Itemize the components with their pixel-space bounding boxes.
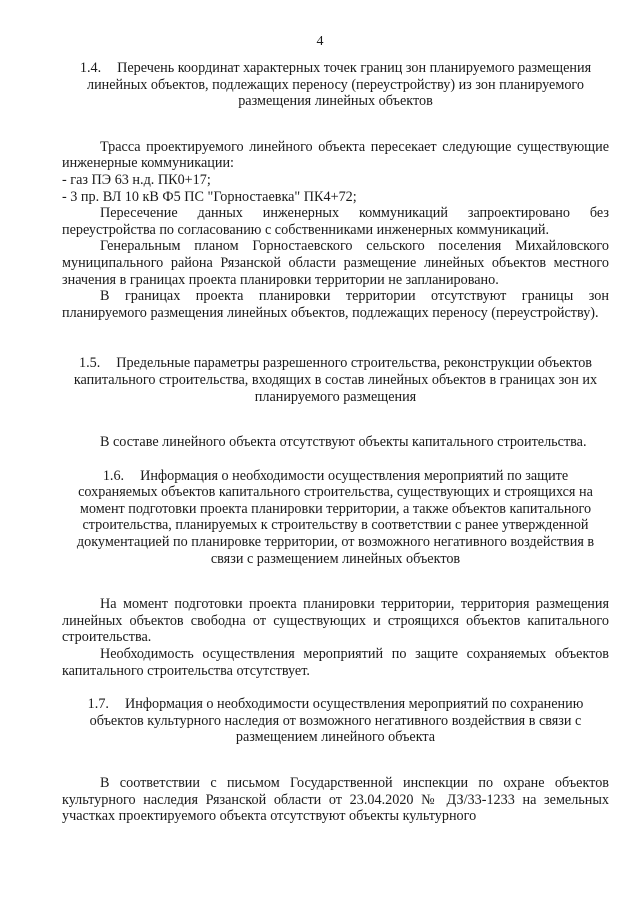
paragraph: На момент подготовки проекта планировки территории, территория размещения линейных объектов свободна от существующих и строящихся объектов капитального строительства. <box>62 596 609 646</box>
section-heading <box>62 696 609 746</box>
section-heading <box>62 60 609 110</box>
paragraph: В составе линейного объекта отсутствуют объекты капитального строительства. <box>100 434 587 451</box>
section-heading <box>62 468 609 568</box>
paragraph: Трасса проектируемого линейного объекта пересекает следующие существующие инженерные коммуникации: <box>62 138 609 172</box>
section-number: 1.5. <box>79 355 101 372</box>
section-1-5 <box>62 355 609 450</box>
section-title: Предельные параметры разрешенного строительства, реконструкции объектов капитального строительства, входящих в состав линейных объектов в границах зон их планируемого размещения <box>73 355 598 405</box>
paragraph: В соответствии с письмом Государственной инспекции по охране объектов культурного наследия Рязанской области от 23.04.2020 № ДЗ/33-1233 на земельных участках проектируемого объекта отсутствуют объекты культурного <box>62 775 609 825</box>
paragraph: В границах проекта планировки территории отсутствуют границы зон планируемого размещения линейных объектов, подлежащих переносу (переустройству). <box>62 288 609 321</box>
section-1-6 <box>62 468 609 680</box>
section-number: 1.7. <box>87 696 109 713</box>
section-1-4 <box>62 60 609 321</box>
section-title: Информация о необходимости осуществления мероприятий по защите сохраняемых объектов капитального строительства, существующих и строящихся на момент подготовки проекта планировки территории, а также объектов капитального строительства, планируемых к строительству в соответствии с ранее утвержденной документацией по планировке территории, от возможного негативного воздействия в связи с размещением линейных объектов <box>76 467 595 567</box>
section-number: 1.4. <box>79 60 102 76</box>
list-item: - газ ПЭ 63 н.д. ПК0+17; <box>62 171 211 188</box>
section-1-7 <box>62 696 609 825</box>
section-title: Информация о необходимости осуществления мероприятий по сохранению объектов культурного наследия от возможного негативного воздействия в связи с размещением линейного объекта <box>89 696 584 746</box>
section-title: Перечень координат характерных точек границ зон планируемого размещения линейных объектов, подлежащих переносу (переустройству) из зон планируемого размещения линейных объектов <box>87 60 592 110</box>
page-number: 4 <box>316 34 324 49</box>
list-item: - 3 пр. ВЛ 10 кВ Ф5 ПС "Горностаевка" ПК4+72; <box>62 188 357 205</box>
paragraph: Пересечение данных инженерных коммуникаций запроектировано без переустройства по согласованию с собственниками инженерных коммуникаций. <box>62 205 609 238</box>
paragraph: Генеральным планом Горностаевского сельского поселения Михайловского муниципального района Рязанской области размещение линейных объектов местного значения в границах проекта планировки территории не запланировано. <box>62 238 609 288</box>
document-body <box>62 60 609 825</box>
section-number: 1.6. <box>102 467 125 484</box>
paragraph: Необходимость осуществления мероприятий по защите сохраняемых объектов капитального строительства отсутствует. <box>62 646 609 679</box>
section-heading <box>62 355 609 405</box>
